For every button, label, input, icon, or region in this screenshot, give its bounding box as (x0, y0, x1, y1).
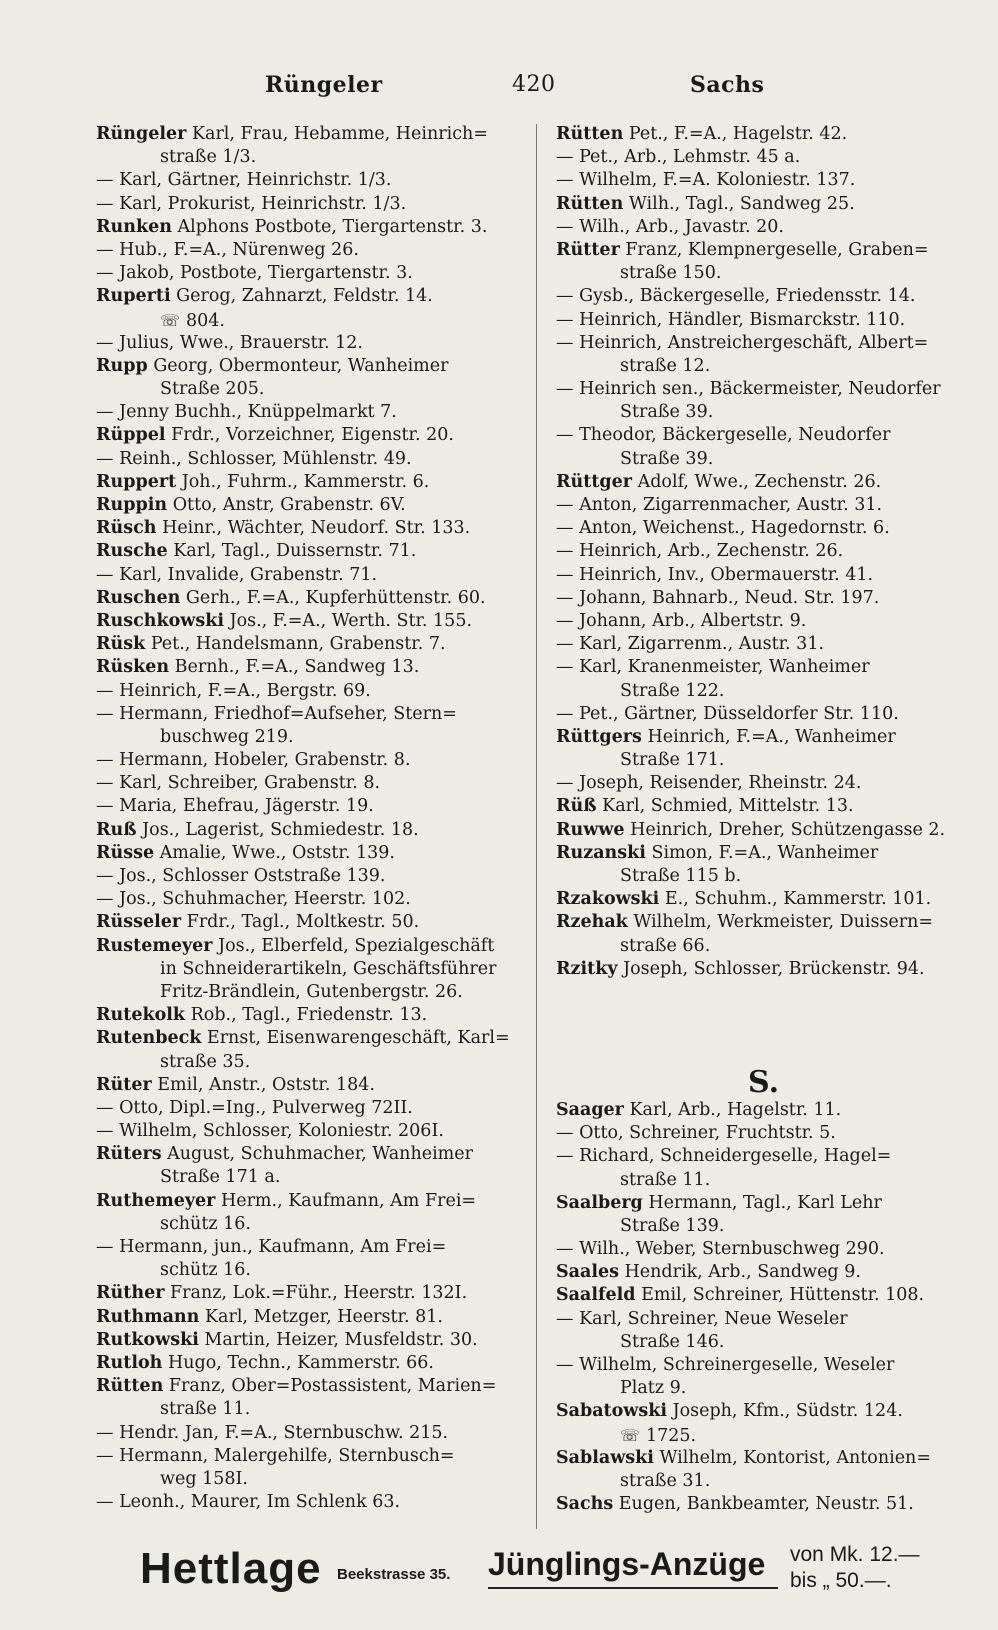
directory-line (556, 680, 976, 703)
directory-line (96, 749, 526, 772)
section-letter: S. (748, 1065, 780, 1100)
entry-text: Karl, Metzger, Heerstr. 81. (199, 1306, 443, 1327)
entry-text: — Karl, Gärtner, Heinrichstr. 1/3. (96, 170, 392, 191)
surname: Ruperti (96, 286, 171, 307)
entry-text: 804. (186, 310, 225, 331)
entry-text: — Johann, Bahnarb., Neud. Str. 197. (556, 587, 880, 608)
entry-text: Straße 39. (620, 402, 714, 423)
entry-text: — Theodor, Bäckergeselle, Neudorfer (556, 425, 891, 446)
entry-text: — Jenny Buchh., Knüppelmarkt 7. (96, 402, 397, 423)
entry-text: — Karl, Schreiner, Neue Weseler (556, 1308, 848, 1329)
telephone-icon: ☏ (620, 1425, 641, 1445)
entry-text: Jos., F.=A., Werth. Str. 155. (224, 610, 473, 631)
entry-text: Amalie, Wwe., Oststr. 139. (154, 842, 395, 863)
entry-text: — Wilh., Weber, Sternbuschweg 290. (556, 1239, 885, 1260)
directory-line (556, 1331, 976, 1354)
directory-line (556, 656, 976, 679)
entry-text: Eugen, Bankbeamter, Neustr. 51. (613, 1494, 914, 1515)
entry-text: — Hendr. Jan, F.=A., Sternbuschw. 215. (96, 1422, 449, 1443)
entry-text: — Anton, Zigarrenmacher, Austr. 31. (556, 495, 883, 515)
entry-text: Heinrich, Dreher, Schützengasse 2. (624, 819, 946, 840)
directory-line (556, 309, 976, 332)
directory-line (96, 981, 526, 1004)
directory-line (96, 1004, 526, 1027)
surname: Rütten (556, 124, 624, 144)
directory-line (556, 703, 976, 726)
directory-line (556, 193, 976, 216)
directory-line (556, 911, 976, 934)
directory-line (556, 1122, 976, 1145)
entry-text: straße 31. (620, 1470, 711, 1491)
header-first-entry: Rüngeler (265, 72, 383, 98)
surname: Rutkowski (96, 1329, 199, 1350)
entry-text: Franz, Klempnergeselle, Graben= (619, 239, 929, 260)
surname: Rüther (96, 1283, 165, 1304)
directory-line (96, 332, 526, 355)
entry-text: — Karl, Zigarrenm., Austr. 31. (556, 634, 825, 655)
entry-text: — Heinrich, Arb., Zechenstr. 26. (556, 541, 844, 562)
entry-text: — Heinrich, Inv., Obermauerstr. 41. (556, 564, 874, 585)
directory-line (556, 1400, 976, 1423)
surname: Rüngeler (96, 124, 187, 144)
entry-text: Wilhelm, Kontorist, Antonien= (653, 1447, 931, 1468)
entry-text: Adolf, Wwe., Zechenstr. 26. (632, 471, 882, 492)
directory-line (96, 169, 526, 192)
entry-text: Hugo, Techn., Kammerstr. 66. (162, 1352, 434, 1373)
entry-text: — Hermann, jun., Kaufmann, Am Frei= (96, 1237, 447, 1257)
entry-text: Karl, Arb., Hagelstr. 11. (623, 1099, 842, 1120)
directory-line (556, 1099, 976, 1122)
entry-text: Franz, Ober=Postassistent, Marien= (163, 1376, 497, 1397)
entry-text: Wilhelm, Werkmeister, Duissern= (627, 912, 934, 933)
entry-text: Ernst, Eisenwarengeschäft, Karl= (201, 1028, 510, 1049)
entry-text: Heinrich, F.=A., Wanheimer (641, 726, 896, 747)
directory-line (96, 1051, 526, 1074)
directory-line (556, 842, 976, 865)
directory-line (96, 540, 526, 563)
entry-text: Emil, Anstr., Oststr. 184. (151, 1074, 375, 1095)
entry-text: Karl, Tagl., Duissernstr. 71. (167, 541, 417, 562)
entry-text: Straße 115 b. (620, 866, 742, 886)
entry-text: — Karl, Invalide, Grabenstr. 71. (96, 564, 378, 585)
directory-line (96, 1166, 526, 1189)
entry-text: straße 11. (160, 1399, 251, 1420)
entry-text: Joseph, Kfm., Südstr. 124. (667, 1401, 903, 1422)
directory-line (96, 656, 526, 679)
surname: Rutenbeck (96, 1028, 202, 1049)
directory-line (96, 795, 526, 818)
directory-line (96, 146, 526, 169)
directory-line (556, 772, 976, 795)
entry-text: straße 150. (620, 263, 722, 284)
directory-line (96, 424, 526, 447)
surname: Rzitky (556, 958, 618, 979)
entry-text: schütz 16. (160, 1260, 251, 1281)
directory-line (96, 471, 526, 494)
directory-line (96, 1445, 526, 1468)
entry-text: Herm., Kaufmann, Am Frei= (215, 1190, 477, 1211)
directory-line (556, 633, 976, 656)
ad-underline (488, 1587, 778, 1589)
directory-line (96, 633, 526, 656)
entry-text: Martin, Heizer, Musfeldstr. 30. (198, 1329, 478, 1350)
directory-line (556, 1354, 976, 1377)
column-divider (536, 124, 537, 1529)
entry-text: straße 35. (160, 1051, 251, 1072)
directory-line (556, 216, 976, 239)
entry-text: in Schneiderartikeln, Geschäftsführer (160, 958, 497, 979)
entry-text: straße 66. (620, 935, 711, 956)
directory-line (556, 564, 976, 587)
directory-line (556, 819, 976, 842)
directory-line (556, 610, 976, 633)
surname: Ruppert (96, 471, 177, 492)
entry-text: straße 12. (620, 355, 711, 376)
entry-text: Straße 171 a. (160, 1167, 281, 1188)
entry-text: Alphons Postbote, Tiergartenstr. 3. (171, 216, 488, 237)
entry-text: — Johann, Arb., Albertstr. 9. (556, 610, 807, 631)
surname: Rüppel (96, 425, 166, 446)
directory-line (96, 1097, 526, 1120)
directory-line (96, 448, 526, 471)
entry-text: Gerog, Zahnarzt, Feldstr. 14. (170, 286, 433, 307)
surname: Ruthmann (96, 1306, 200, 1327)
entry-text: Straße 139. (620, 1215, 725, 1236)
entry-text: Emil, Schreiner, Hüttenstr. 108. (635, 1285, 925, 1306)
surname: Rüsch (96, 518, 157, 539)
directory-line (96, 494, 526, 517)
header-last-entry: Sachs (690, 72, 765, 98)
surname: Rütten (556, 193, 624, 214)
surname: Rupp (96, 355, 148, 376)
entry-text: Georg, Obermonteur, Wanheimer (147, 355, 449, 376)
entry-text: Straße 122. (620, 680, 725, 701)
directory-line (556, 1261, 976, 1284)
entry-text: Bernh., F.=A., Sandweg 13. (169, 657, 420, 678)
directory-line (556, 749, 976, 772)
directory-line (96, 355, 526, 378)
entry-text: Hermann, Tagl., Karl Lehr (642, 1192, 882, 1213)
directory-line (96, 216, 526, 239)
entry-text: — Wilhelm, Schreinergeselle, Weseler (556, 1355, 895, 1375)
entry-text: Franz, Lok.=Führ., Heerstr. 132I. (164, 1283, 468, 1304)
page-number: 420 (512, 72, 556, 97)
directory-line (556, 424, 976, 447)
directory-line (556, 1308, 976, 1331)
entry-text: — Jos., Schlosser Oststraße 139. (96, 866, 386, 886)
entry-text: buschweg 219. (160, 726, 294, 747)
entry-text: — Otto, Schreiner, Fruchtstr. 5. (556, 1123, 836, 1144)
entry-text: Karl, Frau, Hebamme, Heinrich= (186, 124, 488, 144)
entry-text: — Heinrich, Händler, Bismarckstr. 110. (556, 309, 906, 330)
directory-line (96, 1259, 526, 1282)
directory-line (556, 146, 976, 169)
entry-text: — Richard, Schneidergeselle, Hagel= (556, 1146, 892, 1167)
surname: Rüttger (556, 471, 633, 492)
surname: Rüsken (96, 657, 170, 678)
directory-line (96, 1398, 526, 1421)
surname: Ruzanski (556, 842, 646, 863)
directory-line (556, 1238, 976, 1261)
entry-text: — Gysb., Bäckergeselle, Friedensstr. 14. (556, 286, 916, 307)
entry-text: — Hermann, Friedhof=Aufseher, Stern= (96, 703, 457, 724)
entry-text: Wilh., Tagl., Sandweg 25. (623, 193, 855, 214)
entry-text: — Julius, Wwe., Brauerstr. 12. (96, 332, 363, 353)
entry-text: Frdr., Tagl., Moltkestr. 50. (181, 912, 420, 933)
ad-street: Beekstrasse 35. (337, 1566, 451, 1583)
entry-text: — Pet., Gärtner, Düsseldorfer Str. 110. (556, 703, 899, 724)
surname: Rütter (556, 239, 620, 260)
surname: Runken (96, 216, 172, 237)
directory-line (96, 564, 526, 587)
surname: Rutekolk (96, 1005, 186, 1026)
surname: Rüttgers (556, 726, 642, 747)
directory-line (96, 610, 526, 633)
entry-text: Straße 39. (620, 448, 714, 469)
entry-text: Platz 9. (620, 1378, 687, 1399)
directory-line (556, 1470, 976, 1493)
entry-text: — Heinrich, F.=A., Bergstr. 69. (96, 680, 371, 701)
surname: Sablawski (556, 1447, 654, 1468)
directory-line (556, 448, 976, 471)
entry-text: E., Schuhm., Kammerstr. 101. (659, 889, 932, 910)
directory-line (96, 309, 526, 332)
ad-price-to: bis „ 50.—. (790, 1569, 892, 1592)
surname: Saalberg (556, 1192, 643, 1213)
entry-text: — Wilhelm, Schlosser, Koloniestr. 206I. (96, 1121, 444, 1142)
surname: Ruschen (96, 587, 181, 608)
directory-line (556, 517, 976, 540)
directory-line (96, 1468, 526, 1491)
directory-line (96, 842, 526, 865)
surname: Saager (556, 1099, 624, 1120)
directory-line (556, 332, 976, 355)
surname: Rzakowski (556, 889, 660, 910)
entry-text: Simon, F.=A., Wanheimer (645, 842, 879, 863)
directory-line (96, 378, 526, 401)
entry-text: Heinr., Wächter, Neudorf. Str. 133. (156, 518, 471, 539)
entry-text: — Wilhelm, F.=A. Koloniestr. 137. (556, 170, 856, 191)
entry-text: schütz 16. (160, 1213, 251, 1234)
entry-text: Karl, Schmied, Mittelstr. 13. (596, 796, 854, 817)
surname: Rusche (96, 541, 168, 562)
directory-line (556, 1493, 976, 1516)
surname: Rutloh (96, 1352, 163, 1373)
directory-line (556, 471, 976, 494)
directory-line (96, 239, 526, 262)
directory-line (556, 540, 976, 563)
entry-text: — Hermann, Hobeler, Grabenstr. 8. (96, 750, 411, 771)
directory-line (96, 1352, 526, 1375)
entry-text: Joseph, Schlosser, Brückenstr. 94. (617, 958, 925, 979)
surname: Ruß (96, 819, 137, 840)
directory-line (556, 239, 976, 262)
entry-text: Otto, Anstr, Grabenstr. 6V. (167, 495, 406, 515)
entry-text: straße 1/3. (160, 147, 257, 168)
directory-line (96, 401, 526, 424)
directory-line (556, 1215, 976, 1238)
entry-text: Straße 146. (620, 1331, 725, 1352)
entry-text: — Leonh., Maurer, Im Schlenk 63. (96, 1492, 401, 1513)
surname: Saales (556, 1262, 619, 1283)
entry-text: — Wilh., Arb., Javastr. 20. (556, 216, 784, 237)
directory-line (96, 958, 526, 981)
directory-line (96, 262, 526, 285)
surname: Ruwwe (556, 819, 625, 840)
surname: Rüter (96, 1074, 152, 1095)
directory-line (96, 1027, 526, 1050)
entry-text: — Jakob, Postbote, Tiergartenstr. 3. (96, 263, 413, 284)
entry-text: — Maria, Ehefrau, Jägerstr. 19. (96, 796, 374, 817)
entry-text: Hendrik, Arb., Sandweg 9. (618, 1262, 861, 1283)
directory-line (96, 1213, 526, 1236)
surname: Rüters (96, 1144, 162, 1165)
telephone-icon: ☏ (160, 310, 181, 330)
entry-text: — Karl, Prokurist, Heinrichstr. 1/3. (96, 193, 407, 214)
directory-line (556, 865, 976, 888)
directory-line (96, 1236, 526, 1259)
directory-line (556, 1424, 976, 1447)
right-column (556, 123, 976, 1516)
directory-line (96, 1422, 526, 1445)
directory-line (556, 1169, 976, 1192)
entry-text: Rob., Tagl., Friedenstr. 13. (185, 1005, 428, 1026)
entry-text: — Anton, Weichenst., Hagedornstr. 6. (556, 518, 890, 539)
entry-text: — Joseph, Reisender, Rheinstr. 24. (556, 773, 862, 794)
surname: Sabatowski (556, 1401, 667, 1422)
advertisement (0, 1532, 998, 1612)
entry-text: — Heinrich, Anstreichergeschäft, Albert= (556, 332, 929, 353)
entry-text: — Heinrich sen., Bäckermeister, Neudorfer (556, 379, 941, 400)
surname: Ruppin (96, 495, 168, 515)
entry-text: — Karl, Kranenmeister, Wanheimer (556, 657, 870, 678)
entry-text: Pet., F.=A., Hagelstr. 42. (623, 124, 848, 144)
entry-text: August, Schuhmacher, Wanheimer (161, 1144, 473, 1165)
entry-text: Pet., Handelsmann, Grabenstr. 7. (145, 634, 446, 655)
directory-line (96, 1375, 526, 1398)
directory-line (96, 1306, 526, 1329)
directory-line (96, 819, 526, 842)
surname: Rzehak (556, 912, 628, 933)
directory-line (96, 285, 526, 308)
directory-line (556, 1447, 976, 1470)
directory-line (96, 517, 526, 540)
entry-text: — Jos., Schuhmacher, Heerstr. 102. (96, 889, 411, 910)
directory-line (96, 865, 526, 888)
directory-line (556, 1377, 976, 1400)
entry-text: Straße 171. (620, 750, 725, 771)
directory-line (96, 1282, 526, 1305)
directory-line (96, 1120, 526, 1143)
directory-line (556, 958, 976, 981)
directory-line (96, 1329, 526, 1352)
surname: Rütten (96, 1376, 164, 1397)
directory-line (556, 1145, 976, 1168)
directory-line (556, 378, 976, 401)
surname: Rüß (556, 796, 597, 817)
directory-line (96, 935, 526, 958)
directory-line (556, 285, 976, 308)
entry-text: Fritz-Brändlein, Gutenbergstr. 26. (160, 981, 463, 1002)
entry-text: — Hermann, Malergehilfe, Sternbusch= (96, 1445, 455, 1466)
directory-line (556, 587, 976, 610)
entry-text: — Reinh., Schlosser, Mühlenstr. 49. (96, 448, 412, 469)
entry-text: — Karl, Schreiber, Grabenstr. 8. (96, 773, 381, 794)
directory-line (556, 726, 976, 749)
directory-line (96, 1074, 526, 1097)
directory-line (556, 401, 976, 424)
directory-line (96, 1491, 526, 1514)
directory-line (96, 911, 526, 934)
surname: Rustemeyer (96, 935, 213, 956)
entry-text: 1725. (646, 1425, 697, 1446)
entry-text: Straße 205. (160, 379, 265, 400)
directory-line (556, 355, 976, 378)
directory-line (96, 1190, 526, 1213)
directory-line (96, 587, 526, 610)
directory-line (556, 888, 976, 911)
entry-text: weg 158I. (160, 1468, 248, 1489)
entry-text: Jos., Elberfeld, Spezialgeschäft (212, 935, 495, 956)
entry-text: — Pet., Arb., Lehmstr. 45 a. (556, 147, 801, 168)
ad-brand: Hettlage (140, 1544, 322, 1593)
directory-line (96, 680, 526, 703)
directory-line (96, 1143, 526, 1166)
running-header (0, 72, 998, 106)
surname: Ruschkowski (96, 610, 224, 631)
directory-line (556, 1284, 976, 1307)
surname: Saalfeld (556, 1285, 636, 1306)
directory-line (556, 1192, 976, 1215)
surname: Ruthemeyer (96, 1190, 216, 1211)
directory-line (96, 123, 526, 146)
surname: Rüsk (96, 634, 146, 655)
directory-line (96, 703, 526, 726)
directory-line (556, 795, 976, 818)
directory-line (556, 169, 976, 192)
entry-text: Joh., Fuhrm., Kammerstr. 6. (176, 471, 430, 492)
entry-text: Jos., Lagerist, Schmiedestr. 18. (136, 819, 419, 840)
directory-line (556, 123, 976, 146)
ad-price-from: von Mk. 12.— (790, 1543, 920, 1566)
surname: Rüsseler (96, 912, 182, 933)
entry-text: Frdr., Vorzeichner, Eigenstr. 20. (165, 425, 454, 446)
surname: Rüsse (96, 842, 155, 863)
surname: Sachs (556, 1494, 614, 1515)
entry-text: — Hub., F.=A., Nürenweg 26. (96, 239, 359, 260)
ad-product: Jünglings-Anzüge (488, 1546, 766, 1582)
entry-text: — Otto, Dipl.=Ing., Pulverweg 72II. (96, 1097, 413, 1118)
directory-line (96, 888, 526, 911)
ad-price (790, 1542, 920, 1594)
directory-line (556, 935, 976, 958)
left-column (96, 123, 526, 1514)
directory-line (556, 262, 976, 285)
directory-line (556, 494, 976, 517)
directory-line (96, 726, 526, 749)
directory-line (96, 193, 526, 216)
directory-line (96, 772, 526, 795)
entry-text: straße 11. (620, 1169, 711, 1190)
entry-text: Gerh., F.=A., Kupferhüttenstr. 60. (180, 587, 486, 608)
